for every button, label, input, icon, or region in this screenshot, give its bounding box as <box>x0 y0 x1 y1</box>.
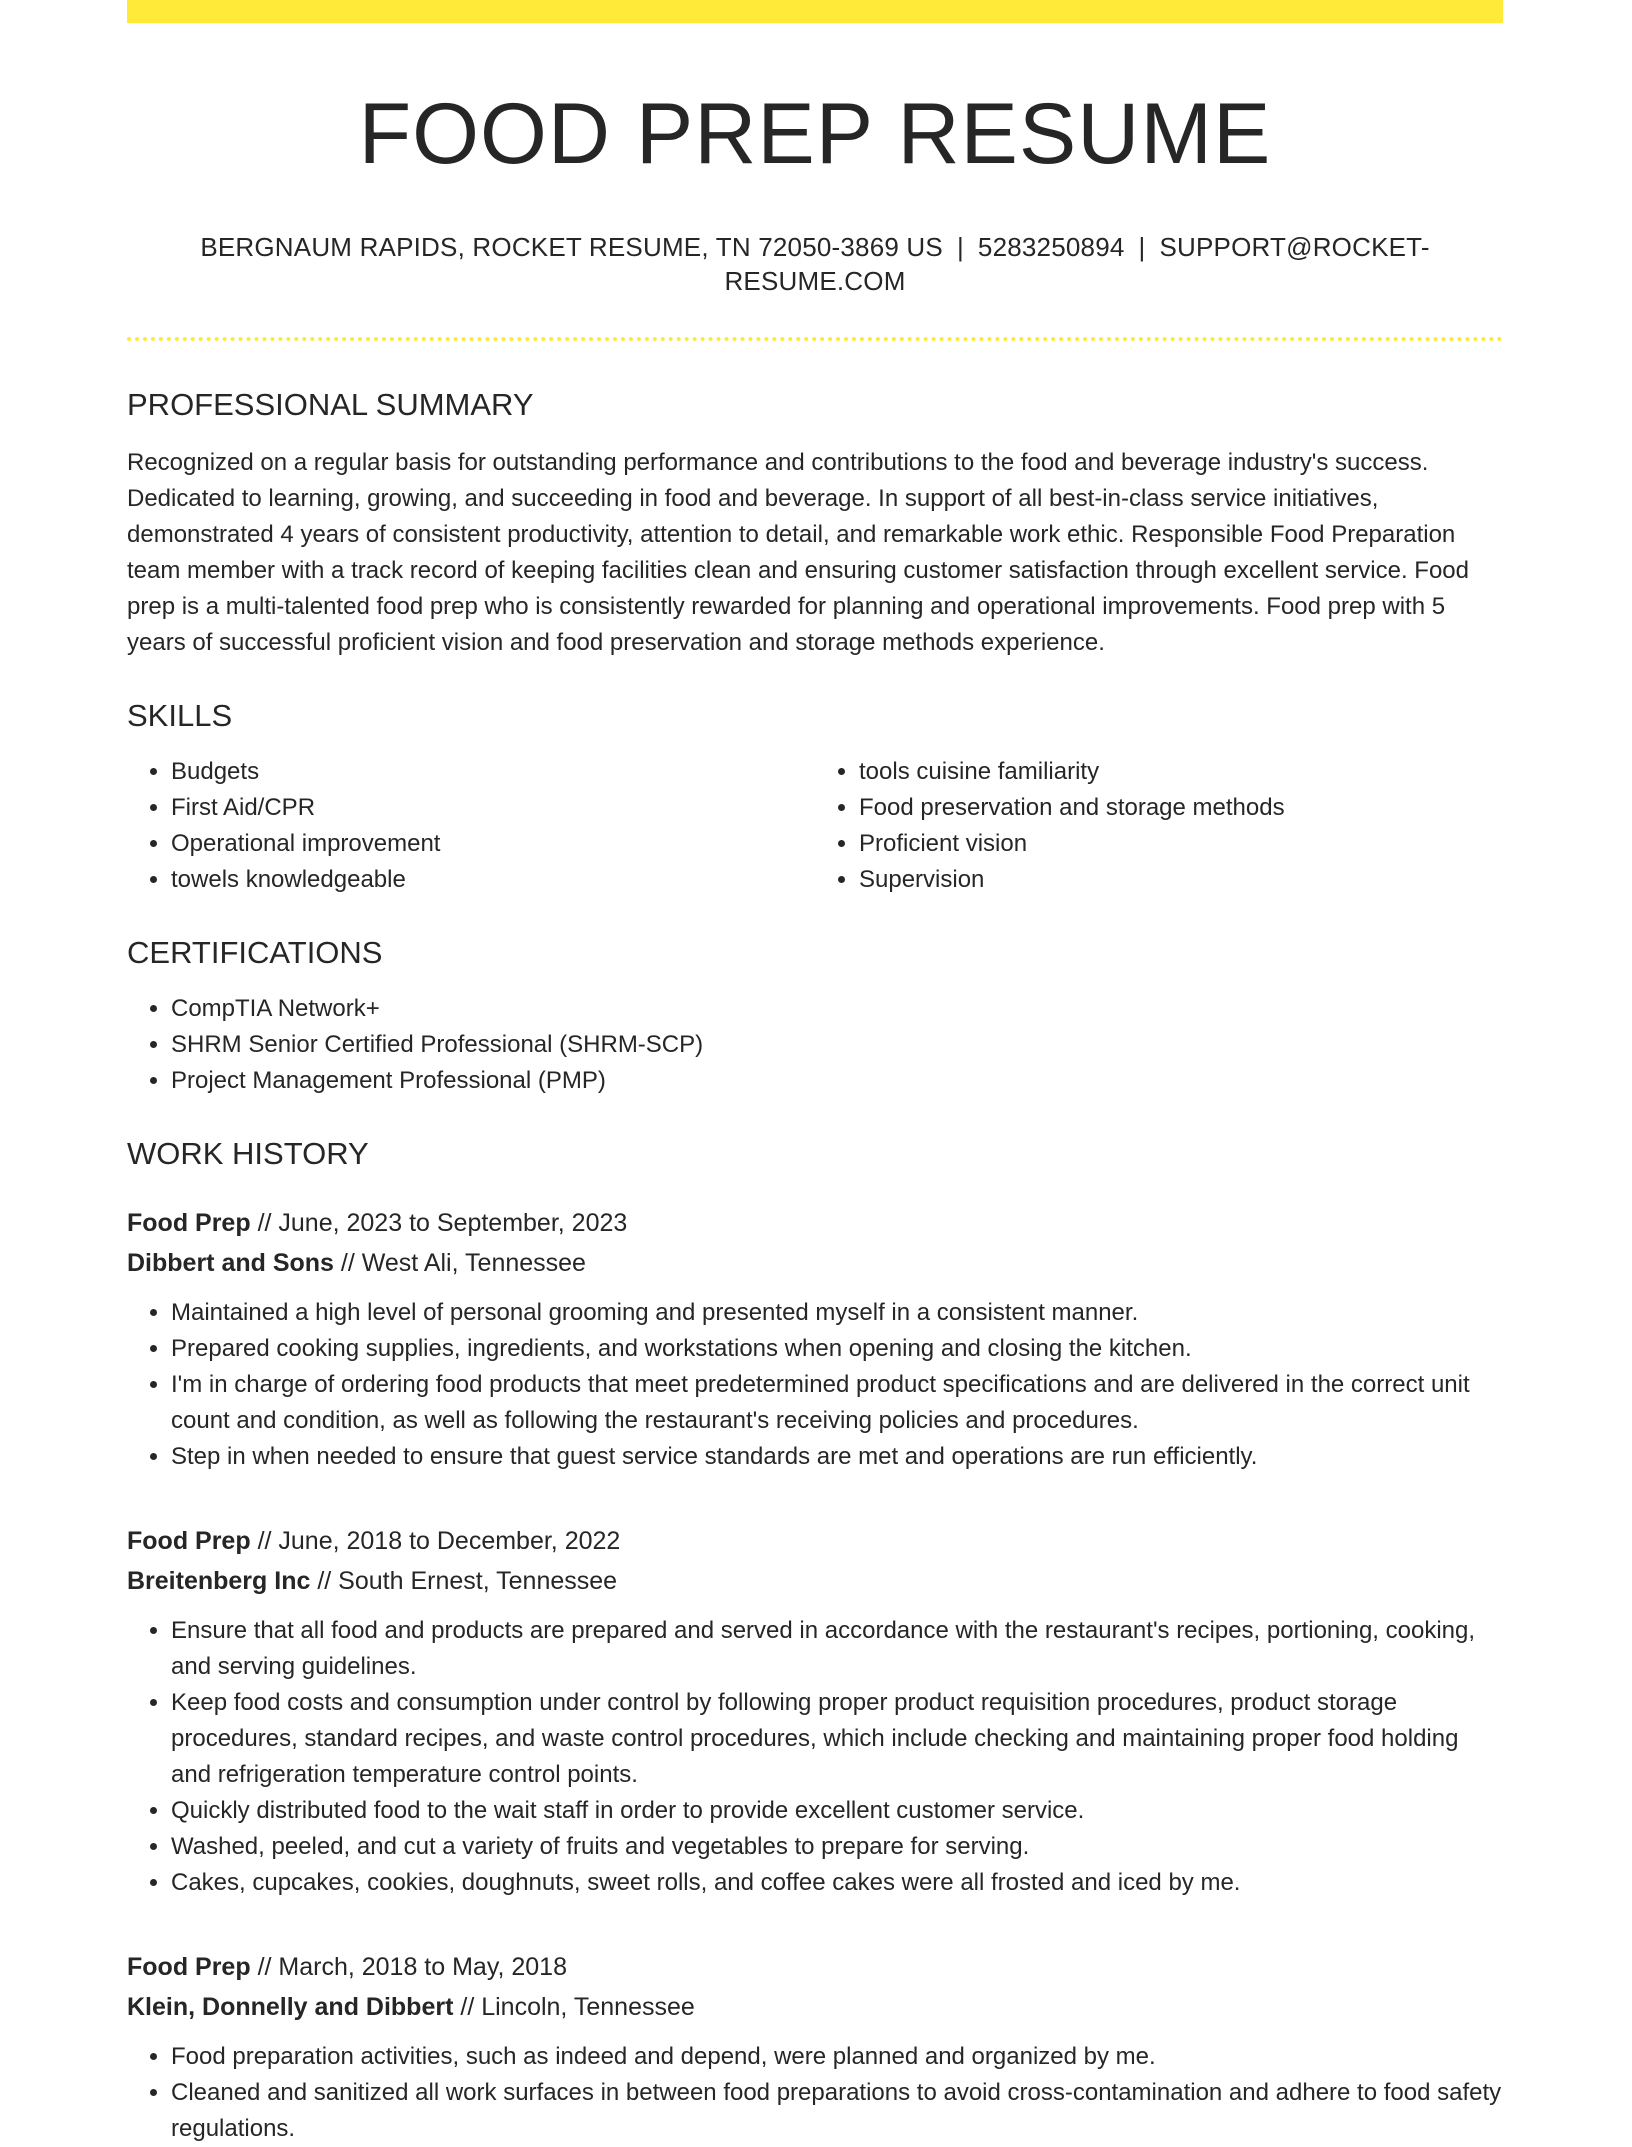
job-company-line <box>127 1243 1503 1283</box>
job-title-line <box>127 1203 1503 1243</box>
job-dates: // June, 2018 to December, 2022 <box>257 1526 621 1555</box>
job-bullets <box>127 1613 1503 1901</box>
resume-page <box>127 0 1503 2147</box>
job-bullets <box>127 1295 1503 1475</box>
dotted-divider <box>127 337 1503 341</box>
job-bullet: • Food preparation activities, such as indeed and depend, were planned and organized by me. <box>171 2039 1503 2075</box>
top-accent-bar <box>127 0 1503 23</box>
job-title-line <box>127 1521 1503 1561</box>
job-entry <box>127 1947 1503 2147</box>
resume-title: FOOD PREP RESUME <box>358 86 1272 182</box>
certifications-list <box>127 991 1503 1099</box>
job-entry <box>127 1203 1503 1475</box>
job-bullet: • Cakes, cupcakes, cookies, doughnuts, sweet rolls, and coffee cakes were all frosted and iced by me. <box>171 1865 1503 1901</box>
summary-text: Recognized on a regular basis for outstanding performance and contributions to the food and beverage industry's success. Dedicated to learning, growing, and succeeding in food and beverage. In support of all best-in-class service initiatives, demonstrated 4 years of consistent productivity, attention to detail, and remarkable work ethic. Responsible Food Preparation team member with a track record of keeping facilities clean and ensuring customer satisfaction through excellent service. Food prep is a multi-talented food prep who is consistently rewarded for planning and operational improvements. Food prep with 5 years of successful proficient vision and food preservation and storage methods experience. <box>127 448 1469 656</box>
skills-heading: SKILLS <box>127 697 233 733</box>
certification-item: • SHRM Senior Certified Professional (SHRM-SCP) <box>171 1027 1503 1063</box>
job-title: Food Prep <box>127 1208 251 1237</box>
job-title: Food Prep <box>127 1952 251 1981</box>
skills-column-right <box>815 754 1503 898</box>
job-bullets <box>127 2039 1503 2147</box>
job-location: // Lincoln, Tennessee <box>460 1992 695 2021</box>
skills-grid <box>127 754 1503 898</box>
skill-item: • Supervision <box>859 862 1503 898</box>
job-entry <box>127 1521 1503 1901</box>
skill-item: • towels knowledgeable <box>171 862 815 898</box>
contact-separator: | <box>956 232 964 263</box>
job-dates: // March, 2018 to May, 2018 <box>257 1952 567 1981</box>
contact-line <box>127 231 1503 299</box>
job-bullet: • Keep food costs and consumption under control by following proper product requisition procedures, product storage procedures, standard recipes, and waste control procedures, which include checking and maintaining proper food holding and refrigeration temperature control points. <box>171 1685 1503 1793</box>
skill-item: • First Aid/CPR <box>171 790 815 826</box>
skills-column-left <box>127 754 815 898</box>
job-bullet: • Cleaned and sanitized all work surfaces in between food preparations to avoid cross-contamination and adhere to food safety regulations. <box>171 2075 1503 2147</box>
work-history-heading: WORK HISTORY <box>127 1136 369 1172</box>
skill-item: • tools cuisine familiarity <box>859 754 1503 790</box>
job-company: Dibbert and Sons <box>127 1248 334 1277</box>
job-title-line <box>127 1947 1503 1987</box>
contact-separator: | <box>1138 232 1146 263</box>
job-bullet: • Washed, peeled, and cut a variety of fruits and vegetables to prepare for serving. <box>171 1829 1503 1865</box>
summary-section <box>127 386 1503 661</box>
job-company: Breitenberg Inc <box>127 1566 311 1595</box>
skill-item: • Food preservation and storage methods <box>859 790 1503 826</box>
certifications-section <box>127 934 1503 1099</box>
job-bullet: • Quickly distributed food to the wait staff in order to provide excellent customer service. <box>171 1793 1503 1829</box>
job-title: Food Prep <box>127 1526 251 1555</box>
job-location: // South Ernest, Tennessee <box>317 1566 618 1595</box>
contact-phone: 5283250894 <box>977 232 1125 263</box>
job-dates: // June, 2023 to September, 2023 <box>257 1208 628 1237</box>
job-bullet: • Ensure that all food and products are prepared and served in accordance with the restaurant's recipes, portioning, cooking, and serving guidelines. <box>171 1613 1503 1685</box>
skill-item: • Budgets <box>171 754 815 790</box>
skills-section <box>127 697 1503 898</box>
job-company-line <box>127 1987 1503 2027</box>
certification-item: • CompTIA Network+ <box>171 991 1503 1027</box>
job-bullet: • Prepared cooking supplies, ingredients, and workstations when opening and closing the kitchen. <box>171 1331 1503 1367</box>
contact-email: SUPPORT@ROCKET-RESUME.COM <box>724 232 1430 296</box>
work-history-section <box>127 1135 1503 2146</box>
certifications-heading: CERTIFICATIONS <box>127 935 383 971</box>
skill-item: • Proficient vision <box>859 826 1503 862</box>
job-location: // West Ali, Tennessee <box>340 1248 586 1277</box>
skill-item: • Operational improvement <box>171 826 815 862</box>
job-company: Klein, Donnelly and Dibbert <box>127 1992 454 2021</box>
job-company-line <box>127 1561 1503 1601</box>
job-bullet: • Maintained a high level of personal grooming and presented myself in a consistent manner. <box>171 1295 1503 1331</box>
contact-address: BERGNAUM RAPIDS, ROCKET RESUME, TN 72050-3869 US <box>200 232 943 263</box>
summary-heading: PROFESSIONAL SUMMARY <box>127 386 534 422</box>
job-bullet: • Step in when needed to ensure that guest service standards are met and operations are run efficiently. <box>171 1439 1503 1475</box>
certification-item: • Project Management Professional (PMP) <box>171 1063 1503 1099</box>
job-bullet: • I'm in charge of ordering food products that meet predetermined product specifications and are delivered in the correct unit count and condition, as well as following the restaurant's receiving policies and procedures. <box>171 1367 1503 1439</box>
